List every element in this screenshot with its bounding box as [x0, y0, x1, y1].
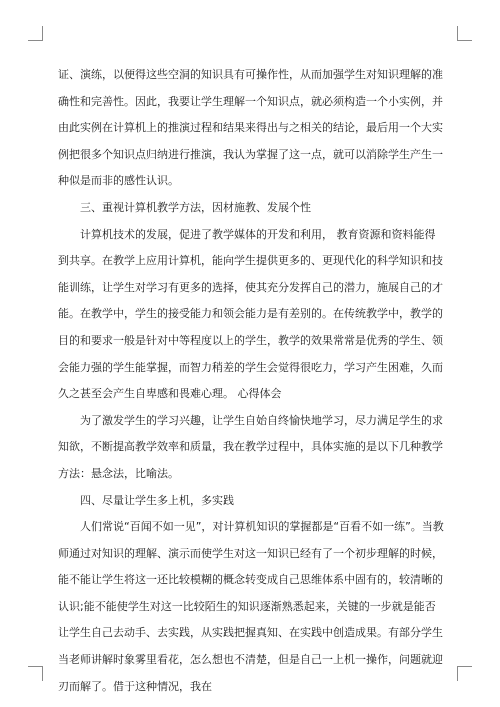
paragraph-continued: 证、演练，以便得这些空洞的知识具有可操作性，从而加强学生对知识理解的准确性和完善性。因此，我要让学生理解一个知识点，就必须构造一个小实例，并由此实例在计算机上的推演过程和结果来得出与之相关的结论，最后用一个大实例把很多个知识点归纳进行推演，我认为掌握了这一点，就可以消除学生产生一种似是而非的感性认识。 — [58, 68, 443, 188]
crop-mark-top-left — [28, 26, 43, 41]
crop-mark-bottom-right — [457, 666, 472, 681]
document-body — [58, 62, 444, 700]
paragraph-interest: 为了激发学生的学习兴趣，让学生自始自终愉快地学习，尽力满足学生的求知欲，不断提高教学效率和质量，我在教学过程中，具体实施的是以下几种教学方法：悬念法，比喻法。 — [58, 413, 443, 480]
paragraph-practice: 人们常说“百闻不如一见”，对计算机知识的掌握都是“百看不如一练”。当教师通过对知识的理解、演示而使学生对这一知识已经有了一个初步理解的时候，能不能让学生将这一还比较模糊的概念转变成自己思维体系中固有的，较清晰的认识;能不能使学生对这一比较陌生的知识逐渐熟悉起来，关键的一步就是能否让学生自己去动手、去实践，从实践把握真知、在实践中创造成果。有部分学生当老师讲解时象雾里看花，怎么想也不清楚，但是自己一上机一操作，问题就迎刃而解了。借于这种情况，我在 — [58, 520, 444, 693]
paragraph-teaching-methods: 计算机技术的发展，促进了教学媒体的开发和利用， 教育资源和资料能得到共享。在教学上应用计算机，能向学生提供更多的、更现代化的科学知识和技能训练，让学生对学习有更多的选择，使其充分发挥自己的潜力，施展自己的才能。在教学中，学生的接受能力和领会能力是有差别的。在传统教学中，教学的目的和要求一般是针对中等程度以上的学生，教学的效果常常是优秀的学生、领会能力强的学生能掌握，而智力稍差的学生会觉得很吃力，学习产生困难，久而久之甚至会产生自卑感和畏难心理。 心得体会 — [58, 227, 443, 401]
section-heading-4: 四、尽量让学生多上机，多实践 — [80, 493, 234, 507]
crop-mark-bottom-left — [28, 666, 43, 681]
crop-mark-top-right — [457, 26, 472, 41]
section-heading-3: 三、重视计算机教学方法，因材施教、发展个性 — [80, 200, 311, 214]
